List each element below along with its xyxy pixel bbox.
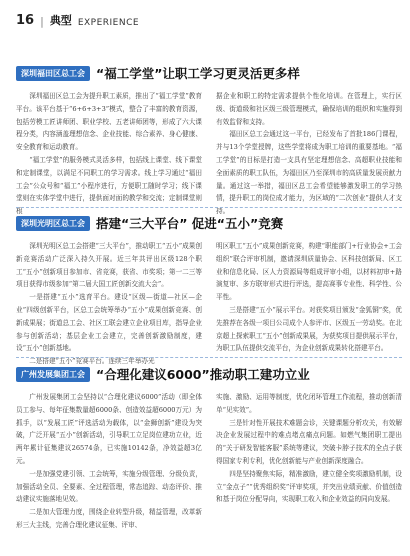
article-body — [16, 240, 402, 368]
article-guangzhou — [16, 365, 402, 532]
paragraph: 深圳福田区总工会为提升职工素质，推出了“福工学堂”教育平台。该平台基于“6+6+3+3”模式，整合了丰富的教育资源，包括劳模工匠讲师团、职业学校、五老讲师团等，形成了六大课程分类，内容涵盖理想信念、企业技能、综合素养、身心健康、安全教育和运动教育。 — [16, 92, 202, 152]
article-body — [16, 90, 402, 218]
article-title: “合理化建议6000”推动职工建功立业 — [96, 367, 310, 382]
paragraph: 深圳光明区总工会搭建“三大平台”，推动职工“五小”成果创新竞赛活动广泛深入持久开展。近三年共评出区级128个职工“五小”创新项目参加市、省竞赛，获省、市奖项；第一二三等项目获得市级参加“第二届大国工匠创新交流大会”。 — [16, 242, 202, 289]
article-column-left — [16, 240, 202, 368]
article-title-row — [16, 214, 402, 232]
section-divider — [16, 357, 402, 358]
article-badge: 深圳福田区总工会 — [16, 66, 90, 81]
page-number: 16 — [16, 13, 35, 28]
article-column-left — [16, 90, 202, 218]
article-column-right — [216, 240, 402, 368]
paragraph: 二是加大管理力度，围绕企业转型升级，精益管理，改革新形三大主线，完善合理化建议征集、评审、 — [16, 508, 202, 529]
paragraph: 二是搭建“五小”竞赛平台。连续三年举办光 — [29, 357, 155, 366]
article-badge: 广州发展集团工会 — [16, 367, 90, 382]
article-title: “福工学堂”让职工学习更灵活更多样 — [96, 66, 300, 81]
article-title: 搭建“三大平台” 促进“五小”竞赛 — [96, 216, 284, 231]
paragraph: 三是搭建“五小”展示平台。对获奖项目颁发“金狐铜”奖，优先推荐在各级一项目公司成个人参评市、区级五一劳动奖。在北京超上探索职工“五小”创新成果展，为获奖项目提供展示平台，为职工队伍提供交流平台，为企业创新成果转化搭建平台。 — [216, 305, 402, 353]
article-body — [16, 391, 402, 532]
article-futian — [16, 64, 402, 218]
section-title: 典型 — [49, 14, 72, 27]
article-title-row — [16, 64, 402, 82]
paragraph: 福田区总工会通过这一平台，已经发布了首批186门课程，并与13个学堂授牌，这些学堂将成为职工培训的重要基地。“福工学堂”的目标是打造一支具有坚定理想信念、高超职业技能和全面素质的职工队伍，为福田区乃至深圳市的高质量发展贡献力量。通过这一举措，福田区总工会希望能够激发职工的学习热情，提升职工的岗位成才能力，为区域的“二次创业”提供人才支持。 — [216, 130, 402, 216]
article-title-row — [16, 365, 402, 383]
paragraph: 实施、激励、运用等制度，优化闭环管理工作流程，推动创新清单“见实效”。 — [216, 393, 402, 414]
paragraph: 三是针对性开展技术难题会诊，关键课题分析攻关，有效解决企业发展过程中的难点堵点痛点问题。如燃气集团职工提出的“关于研发智能客服”系统等建议，突破卡脖子技术的全点子获得国家专利专利，优化创新能与产业创新深度融合。 — [216, 418, 402, 465]
page-header — [16, 8, 139, 28]
article-guangming — [16, 214, 402, 368]
article-badge: 深圳光明区总工会 — [16, 216, 90, 231]
paragraph: 四是坚持聚焦实际，精准激励，建立健全奖项激励机制，设立“金点子”“优秀组织奖”评审奖项，并突出业绩贡献、价值创造和基于岗位分配导向，实现职工收入和企业效益的同向发展。 — [216, 469, 402, 504]
article-column-right — [216, 391, 402, 532]
paragraph: 据企业和职工的特定需求提供个性化培训。在管理上，实行区级、街道级和社区级三级管理模式，确保培训的组织和实施得到有效监督和支持。 — [216, 92, 402, 126]
section-divider — [16, 207, 402, 208]
paragraph: 一是加强党建引领、工会统筹，实施分级管理、分级负责，加强活动全员、全要素、全过程管理，常态追踪、动态评价、推动建议实施落地见效。 — [16, 469, 202, 504]
paragraph: 一是搭建“五小”选育平台。建设“区级—街道—社区—企业”四级创新平台，区总工会统筹举办“五小”成果创新竞赛、创新成果展；街道总工会、社区工联会建立企业项目库，指导企业参与创新活动；基层企业工会建立，完善创新激励制度，建设“五小”创新基地。 — [16, 293, 202, 353]
header-separator: | — [40, 15, 44, 28]
paragraph: 广州发展集团工会坚持以“合理化建议6000”活动（即全体员工参与、每年征集数量超6000条、创造效益超6000万元）为抓手，以“发展工匠”评选活动为载体，以“金狮创新”建设为突破，广泛开展“五小”创新活动，引导职工立足岗位建功立业，近两年累计征集建议26574条，已实施10142条，净效益超3亿元。 — [16, 393, 202, 465]
section-subtitle: EXPERIENCE — [77, 18, 140, 28]
article-column-right — [216, 90, 402, 218]
paragraph: 明区职工“五小”成果创新竞赛，构建“职能部门+行业协会+工会组织”联合评审机制，邀请深圳质量协会、区科技创新局、区工业和信息化局、区人力资源局等组成评审小组，以材料初审+路演复审、多方联审形式进行评选，提高赛事专业性、科学性、公平性。 — [216, 242, 403, 302]
paragraph: “福工学堂”的服务模式灵活多样，包括线上课堂、线下课堂和定制课堂，以满足不同职工的学习需求。线上学习通过“福田工会”公众号和“福工”小程序进行，方便职工随时学习；线下课堂则在实体学堂中进行，提供面对面的教学和交流；定制课堂则根 — [16, 155, 202, 216]
article-column-left — [16, 391, 202, 532]
